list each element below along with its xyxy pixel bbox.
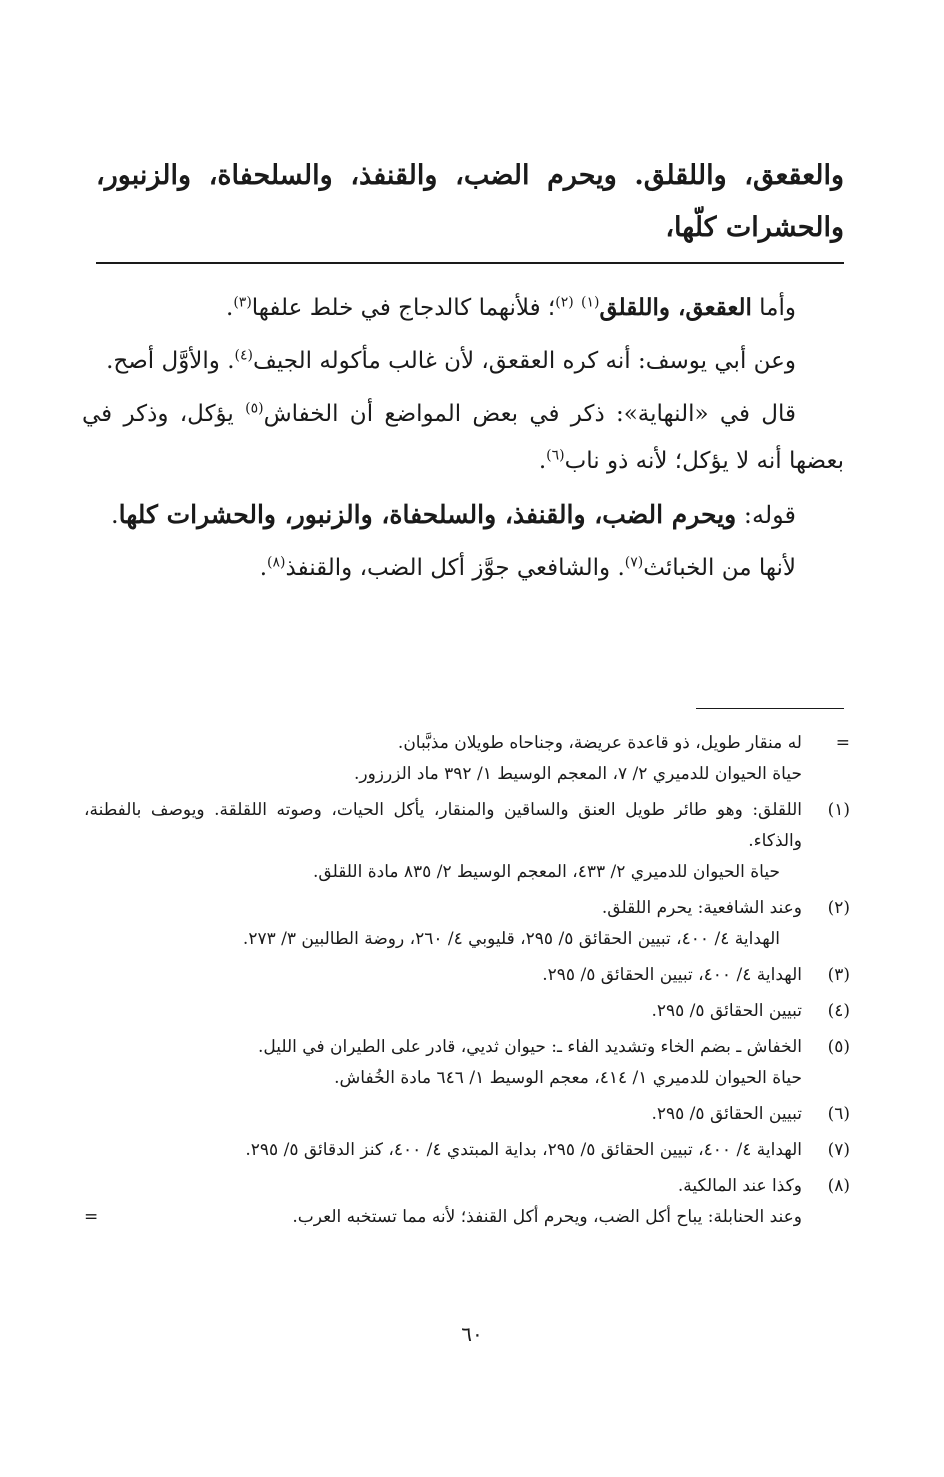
- p3-text-c: .: [538, 448, 547, 474]
- paragraph-3: [82, 391, 844, 485]
- continues-marker: =: [84, 1207, 99, 1227]
- p3-text-b: يؤكل، وذكر في بعضها أنه لا يؤكل؛ لأنه ذو ناب: [82, 401, 844, 474]
- footnote-2-number: (٢): [827, 898, 850, 918]
- footnote-2-text: وعند الشافعية: يحرم اللقلق.: [601, 898, 802, 918]
- footnote-5-number: (٥): [827, 1037, 850, 1057]
- footnote-2-source: الهداية ٤/ ٤٠٠، تبيين الحقائق ٥/ ٢٩٥، قليوبي ٤/ ٢٦٠، روضة الطالبين ٣/ ٢٧٣.: [242, 929, 780, 949]
- footnote-ref-2[interactable]: (٢): [555, 294, 574, 311]
- footnote-separator-line: [696, 708, 844, 709]
- footnote-ref-5[interactable]: (٥): [245, 400, 264, 417]
- paragraph-4: [82, 491, 844, 539]
- footnote-1: [84, 795, 850, 888]
- footnote-5: [84, 1032, 850, 1094]
- p1-text-d: .: [226, 295, 234, 321]
- footnote-6: [84, 1099, 850, 1130]
- footnote-7-text: الهداية ٤/ ٤٠٠، تبيين الحقائق ٥/ ٢٩٥، بداية المبتدي ٤/ ٤٠٠، كنز الدقائق ٥/ ٢٩٥.: [245, 1140, 802, 1160]
- paragraph-2: [82, 338, 844, 385]
- footnote-4-number: (٤): [827, 1001, 850, 1021]
- footnote-1-source: حياة الحيوان للدميري ٢/ ٤٣٣، المعجم الوسيط ٢/ ٨٣٥ مادة اللقلق.: [312, 862, 780, 882]
- p2-text-b: . والأوَّل أصح.: [106, 348, 235, 374]
- footnote-8: [84, 1171, 850, 1233]
- footnote-3: [84, 960, 850, 991]
- p4-quoted-matn: ويحرم الضب، والقنفذ، والسلحفاة، والزنبور، والحشرات كلها: [118, 500, 737, 529]
- footnote-8-hanbali: وعند الحنابلة: يباح أكل الضب، ويحرم أكل القنفذ؛ لأنه مما تستخبه العرب.: [292, 1207, 802, 1227]
- footnote-7-number: (٧): [827, 1140, 850, 1160]
- footnote-3-number: (٣): [827, 965, 850, 985]
- footnote-3-text: الهداية ٤/ ٤٠٠، تبيين الحقائق ٥/ ٢٩٥.: [542, 965, 802, 985]
- footnote-6-number: (٦): [827, 1104, 850, 1124]
- footnote-ref-7[interactable]: (٧): [624, 554, 644, 571]
- p3-text-a: قال في «النهاية»: ذكر في بعض المواضع أن الخفاش: [263, 401, 796, 427]
- p5-text-c: .: [259, 555, 268, 581]
- footnote-4-text: تبيين الحقائق ٥/ ٢٩٥.: [651, 1001, 802, 1021]
- footnote-continuation-line-1: له منقار طويل، ذو قاعدة عريضة، وجناحاه طويلان مذبَّبان.: [397, 733, 802, 753]
- p1-text-a: وأما: [751, 295, 796, 321]
- footnote-ref-4[interactable]: (٤): [234, 347, 254, 364]
- paragraph-1: [82, 284, 844, 332]
- footnote-1-number: (١): [827, 800, 850, 820]
- p4-text-c: .: [110, 501, 119, 529]
- footnotes-section: [84, 728, 850, 1238]
- matn-separator-line: [96, 262, 844, 264]
- footnote-8-number: (٨): [827, 1176, 850, 1196]
- footnote-ref-6[interactable]: (٦): [546, 447, 565, 464]
- footnote-ref-8[interactable]: (٨): [267, 554, 286, 571]
- p5-text-b: . والشافعي جوَّز أكل الضب، والقنفذ: [285, 555, 625, 581]
- p4-text-a: قوله:: [736, 501, 796, 529]
- p1-bold-terms: العقعق، واللقلق: [599, 294, 752, 321]
- footnote-1-text: اللقلق: وهو طائر طويل العنق والساقين والمنقار، يأكل الحيات، وصوته اللقلقة. ويوصف بالفطنة، والذكاء.: [84, 800, 802, 851]
- matn-text: والعقعق، واللقلق. ويحرم الضب، والقنفذ، والسلحفاة، والزنبور، والحشرات كلّها،: [96, 160, 844, 243]
- p5-text-a: لأنها من الخبائث: [643, 555, 796, 581]
- footnote-5-text: الخفاش ـ بضم الخاء وتشديد الفاء ـ: حيوان ثديي، قادر على الطيران في الليل.: [257, 1037, 802, 1057]
- paragraph-5: [82, 545, 844, 592]
- footnote-8-text: وكذا عند المالكية.: [677, 1176, 802, 1196]
- footnote-7: [84, 1135, 850, 1166]
- footnote-continuation-line-2: حياة الحيوان للدميري ٢/ ٧، المعجم الوسيط ١/ ٣٩٢ ماد الزرزور.: [353, 764, 802, 784]
- p1-text-c: ؛ فلأنهما كالدجاج في خلط علفها: [251, 295, 556, 321]
- p2-text-a: وعن أبي يوسف: أنه كره العقعق، لأن غالب مأكوله الجيف: [253, 348, 796, 374]
- page-number: ٦٠: [461, 1322, 483, 1346]
- footnote-6-text: تبيين الحقائق ٥/ ٢٩٥.: [651, 1104, 802, 1124]
- footnote-2: [84, 893, 850, 955]
- footnote-4: [84, 996, 850, 1027]
- continuation-marker: =: [835, 733, 850, 753]
- footnote-5-source: حياة الحيوان للدميري ١/ ٤١٤، معجم الوسيط ١/ ٦٤٦ مادة الخُفاش.: [334, 1068, 802, 1088]
- footnote-ref-1[interactable]: (١): [581, 294, 600, 311]
- commentary-body: [82, 284, 844, 598]
- footnote-ref-3[interactable]: (٣): [233, 294, 252, 311]
- footnote-continuation: [84, 728, 850, 790]
